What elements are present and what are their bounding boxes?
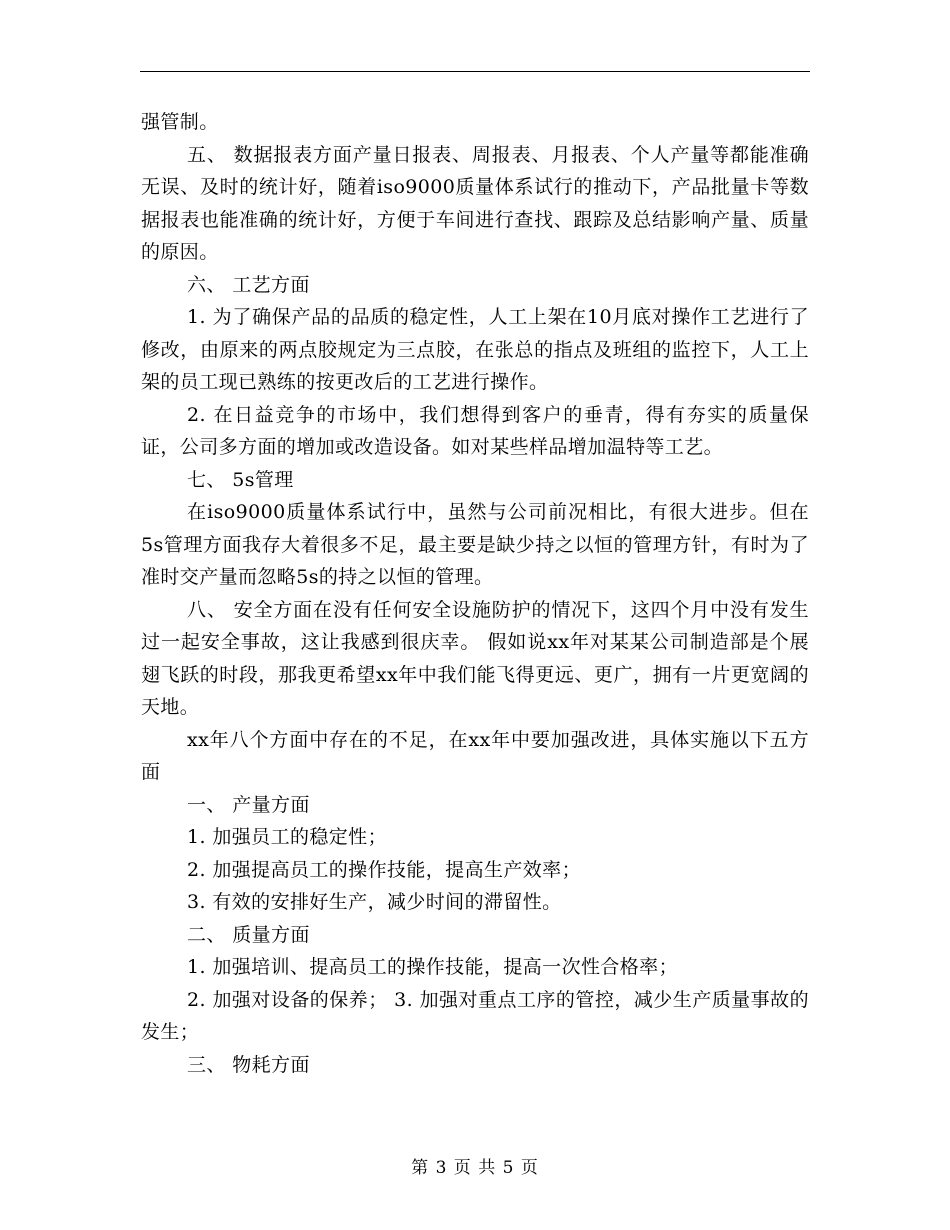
section-heading: 一、 产量方面 [187, 793, 310, 816]
page-number-footer: 第 3 页 共 5 页 [411, 1158, 539, 1178]
paragraph: 强管制。 [141, 111, 219, 133]
paragraph: xx年八个方面中存在的不足，在xx年中要加强改进，具体实施以下五方面 [141, 728, 809, 783]
header-rule [140, 71, 810, 72]
section-heading: 六、 工艺方面 [187, 273, 310, 296]
list-item: 1. 加强员工的稳定性； [187, 826, 387, 848]
list-item: 1. 加强培训、提高员工的操作技能，提高一次性合格率； [187, 956, 678, 978]
paragraph: 2. 在日益竞争的市场中，我们想得到客户的垂青，得有夯实的质量保证，公司多方面的增加或改造设备。如对某些样品增加温特等工艺。 [141, 403, 809, 458]
section-heading: 七、 5s管理 [187, 468, 294, 491]
list-item: 3. 有效的安排好生产，减少时间的滞留性。 [187, 891, 562, 913]
section-heading: 二、 质量方面 [187, 923, 310, 946]
body-text [141, 106, 809, 1081]
paragraph: 五、 数据报表方面产量日报表、周报表、月报表、个人产量等都能准确无误、及时的统计好，随着iso9000质量体系试行的推动下，产品批量卡等数据报表也能准确的统计好，方便于车间进行查找、跟踪及总结影响产量、质量的原因。 [141, 143, 809, 263]
paragraph: 在iso9000质量体系试行中，虽然与公司前况相比，有很大进步。但在5s管理方面我存大着很多不足，最主要是缺少持之以恒的管理方针，有时为了准时交产量而忽略5s的持之以恒的管理。 [141, 501, 809, 588]
paragraph: 八、 安全方面在没有任何安全设施防护的情况下，这四个月中没有发生过一起安全事故，这让我感到很庆幸。 假如说xx年对某某公司制造部是个展翅飞跃的时段，那我更希望xx年中我们能飞得更远、更广，拥有一片更宽阔的天地。 [141, 598, 809, 718]
list-item: 2. 加强对设备的保养； 3. 加强对重点工序的管控，减少生产质量事故的发生； [141, 988, 809, 1043]
paragraph: 1. 为了确保产品的品质的稳定性，人工上架在10月底对操作工艺进行了修改，由原来的两点胶规定为三点胶，在张总的指点及班组的监控下，人工上架的员工现已熟练的按更改后的工艺进行操作。 [141, 306, 809, 393]
list-item: 2. 加强提高员工的操作技能，提高生产效率； [187, 858, 581, 881]
section-heading: 三、 物耗方面 [187, 1053, 310, 1076]
